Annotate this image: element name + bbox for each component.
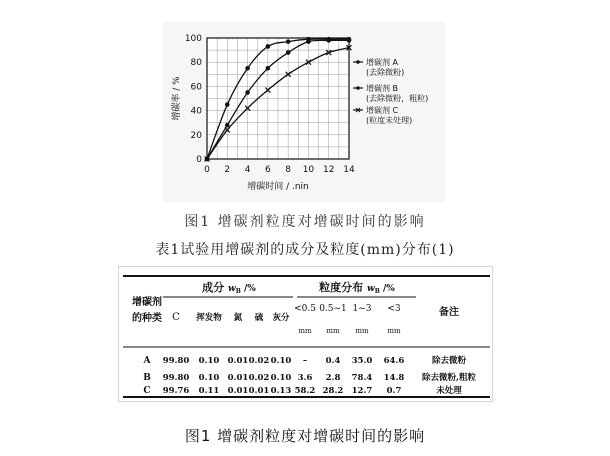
data-point-0 — [245, 66, 250, 71]
row-remark: 未处理 — [436, 386, 462, 396]
carburizer-table — [118, 266, 493, 402]
composition-column-header: 灰分 — [272, 313, 290, 323]
composition-column-header: 氮 — [233, 313, 243, 323]
legend-note-2: (粒度未处理) — [366, 116, 413, 125]
table-cell: 12.7 — [351, 386, 373, 396]
composition-group-header-unit: w — [228, 284, 236, 294]
row-header-line2: 的种类 — [132, 313, 162, 324]
composition-column-header: 硫 — [254, 313, 264, 323]
row-remark: 除去微粉,粗粒 — [422, 373, 476, 383]
legend-note-1: (去除微粉，粗粒) — [366, 94, 429, 103]
size-column-unit: mm — [298, 327, 312, 335]
size-column-header: <3 — [387, 304, 401, 314]
y-tick-label: 40 — [190, 106, 202, 117]
table-cell: 0.10 — [270, 373, 292, 383]
table-cell: 0.10 — [198, 373, 220, 383]
remarks-header: 备注 — [439, 307, 459, 318]
data-point-1 — [245, 90, 250, 95]
table-cell: 3.6 — [297, 373, 313, 383]
y-axis-label: 增碳率 / % — [172, 76, 182, 121]
table-cell: 0.11 — [198, 386, 220, 396]
bottom-caption: 图1 增碳剂粒度对增碳时间的影响 — [184, 427, 426, 445]
table-cell: 2.8 — [325, 373, 341, 383]
table-cell: 28.2 — [322, 386, 344, 396]
legend-marker-0 — [356, 60, 360, 64]
x-tick-label: 8 — [285, 165, 292, 175]
table-cell: 0.01 — [227, 373, 249, 383]
composition-group-header-title: 成分 — [202, 281, 229, 294]
legend-marker-1 — [356, 86, 360, 90]
size-column-header: 1~3 — [352, 304, 372, 314]
x-tick-label: 12 — [322, 165, 335, 175]
x-tick-label: 4 — [244, 165, 251, 175]
table-cell: 0.02 — [248, 356, 270, 366]
size-group-header-unit-sub: B — [374, 288, 380, 295]
size-column-unit: mm — [326, 327, 340, 335]
table-cell: 0.01 — [248, 386, 270, 396]
table-svg — [119, 267, 494, 403]
row-type: B — [143, 373, 151, 383]
table-cell: 0.02 — [248, 373, 270, 383]
x-tick-label: 6 — [264, 165, 271, 175]
size-column-header: <0.5 — [294, 304, 316, 314]
data-point-0 — [266, 44, 271, 49]
size-column-unit: mm — [387, 327, 401, 335]
x-tick-label: 0 — [204, 165, 210, 175]
figure-caption: 图1 增碳剂粒度对增碳时间的影响 — [184, 214, 426, 230]
table-cell: 0.10 — [270, 356, 292, 366]
y-tick-label: 100 — [184, 34, 202, 44]
table-cell: 14.8 — [383, 373, 405, 383]
x-tick-label: 10 — [302, 165, 315, 175]
row-remark: 除去微粉 — [431, 356, 467, 366]
table-cell: 0.4 — [325, 356, 341, 366]
table-cell: 99.80 — [162, 373, 190, 383]
size-group-header-unit: w — [367, 284, 375, 294]
table-cell: 0.01 — [227, 356, 249, 366]
table-caption: 表1试验用增碳剂的成分及粒度(mm)分布(1) — [155, 242, 455, 258]
data-point-1 — [225, 123, 230, 128]
row-type: A — [143, 356, 151, 366]
legend-entry-0: 增碳剂 A — [366, 58, 399, 67]
y-tick-label: 60 — [190, 82, 202, 93]
legend-entry-1: 增碳剂 B — [366, 84, 399, 93]
composition-group-header-unit-suffix: /% — [240, 284, 256, 294]
composition-column-header: C — [172, 312, 180, 323]
table-cell: – — [302, 356, 308, 366]
size-column-unit: mm — [355, 327, 369, 335]
legend-note-0: (去除微粉) — [366, 68, 405, 77]
table-cell: 0.01 — [227, 386, 249, 396]
data-point-1 — [306, 39, 311, 44]
carburization-chart — [163, 22, 445, 202]
data-point-1 — [286, 50, 291, 55]
size-group-header — [319, 280, 395, 295]
table-cell: 0.13 — [270, 386, 292, 396]
y-tick-label: 20 — [190, 130, 202, 141]
data-point-1 — [266, 66, 271, 71]
x-tick-label: 14 — [343, 165, 355, 175]
row-header-line1: 增碳剂 — [132, 297, 162, 308]
size-column-header: 0.5~1 — [319, 304, 347, 314]
data-point-1 — [347, 38, 352, 43]
y-tick-label: 80 — [190, 58, 202, 69]
composition-column-header: 挥发物 — [196, 313, 222, 323]
chart-svg — [163, 22, 445, 202]
size-group-header-title: 粒度分布 — [319, 281, 368, 294]
table-cell: 99.76 — [162, 386, 190, 396]
row-type: C — [143, 386, 151, 396]
legend-entry-2: 增碳剂 C — [366, 106, 399, 115]
table-cell: 58.2 — [294, 386, 316, 396]
data-point-1 — [326, 38, 331, 43]
composition-group-header-unit-sub: B — [235, 288, 241, 295]
x-tick-label: 2 — [224, 165, 231, 175]
table-cell: 35.0 — [351, 356, 373, 366]
y-tick-label: 0 — [196, 155, 202, 165]
x-axis-label: 增碳时间 / .nin — [247, 182, 309, 192]
composition-group-header — [202, 280, 256, 295]
data-point-0 — [225, 102, 230, 107]
table-cell: 0.7 — [386, 386, 402, 396]
table-cell: 99.80 — [162, 356, 190, 366]
table-cell: 0.10 — [198, 356, 220, 366]
size-group-header-unit-suffix: /% — [379, 284, 395, 294]
data-point-0 — [286, 39, 291, 44]
table-cell: 78.4 — [351, 373, 373, 383]
table-cell: 64.6 — [383, 356, 405, 366]
